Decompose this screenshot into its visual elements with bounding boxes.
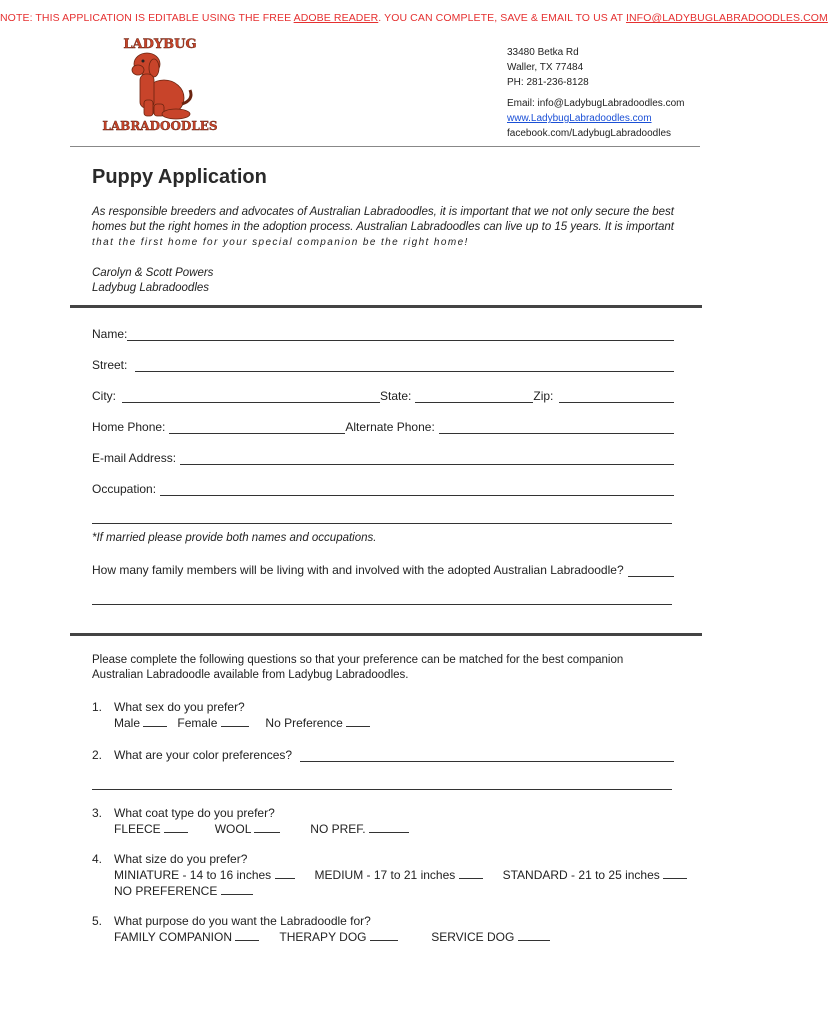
section-divider-1 xyxy=(70,305,702,308)
name-row xyxy=(92,325,674,341)
female-field[interactable] xyxy=(221,715,249,727)
no-preference-field[interactable] xyxy=(346,715,370,727)
option-female: Female xyxy=(177,716,218,730)
street-row xyxy=(92,356,674,372)
intro-text: As responsible breeders and advocates of Australian Labradoodles, it is important that we not only secure the best homes but the right homes in the adoption process. Australian Labradoodles can live up to 15 years. It is important xyxy=(92,206,674,233)
section-divider-2 xyxy=(70,633,702,636)
facebook-text: facebook.com/LadybugLabradoodles xyxy=(507,128,672,139)
address-line-2: Waller, TX 77484 xyxy=(507,62,584,73)
color-field-2[interactable] xyxy=(92,789,672,790)
service-dog-field[interactable] xyxy=(518,929,550,941)
question-text: What size do you prefer? xyxy=(114,852,248,866)
question-number: 2. xyxy=(92,748,103,762)
signature xyxy=(92,266,213,296)
preferences-intro xyxy=(92,653,623,683)
page-title: Puppy Application xyxy=(92,166,267,188)
ladybug-labradoodles-logo xyxy=(100,34,220,138)
email-link[interactable]: INFO@LADYBUGLABRADOODLES.COM xyxy=(625,12,828,24)
option-medium: MEDIUM - 17 to 21 inches xyxy=(314,868,456,882)
occupation-row xyxy=(92,480,674,496)
email-field[interactable] xyxy=(180,452,674,465)
option-fleece: FLEECE xyxy=(114,822,161,836)
phone-row xyxy=(92,418,674,434)
question-size xyxy=(92,852,682,900)
city-label: City: xyxy=(92,389,116,403)
city-field[interactable] xyxy=(122,390,380,403)
state-field[interactable] xyxy=(415,390,533,403)
color-field[interactable] xyxy=(300,749,674,762)
wool-field[interactable] xyxy=(254,821,280,833)
signature-names: Carolyn & Scott Powers xyxy=(92,267,214,279)
option-miniature: MINIATURE - 14 to 16 inches xyxy=(114,868,272,882)
married-note: *If married please provide both names and occupations. xyxy=(92,532,377,544)
zip-field[interactable] xyxy=(559,390,674,403)
question-number: 4. xyxy=(92,852,103,866)
option-standard: STANDARD - 21 to 25 inches xyxy=(502,868,660,882)
editable-note xyxy=(0,12,828,24)
contact-block xyxy=(507,45,684,141)
name-field[interactable] xyxy=(127,328,674,341)
name-label: Name: xyxy=(92,327,128,341)
street-label: Street: xyxy=(92,358,128,372)
option-male: Male xyxy=(114,716,141,730)
street-field[interactable] xyxy=(135,359,674,372)
occupation-field[interactable] xyxy=(160,483,674,496)
question-text: What purpose do you want the Labradoodle for? xyxy=(114,914,371,928)
question-text: What coat type do you prefer? xyxy=(114,806,275,820)
question-purpose xyxy=(92,914,682,946)
option-therapy-dog: THERAPY DOG xyxy=(279,930,367,944)
adobe-reader-link[interactable]: ADOBE READER xyxy=(293,12,379,24)
family-count-field[interactable] xyxy=(628,564,674,577)
header-divider xyxy=(70,146,700,147)
home-phone-label: Home Phone: xyxy=(92,420,166,434)
standard-field[interactable] xyxy=(663,867,687,879)
therapy-dog-field[interactable] xyxy=(370,929,398,941)
email-label: E-mail Address: xyxy=(92,451,177,465)
logo-top-text: LADYBUG xyxy=(123,37,197,52)
address-line-1: 33480 Betka Rd xyxy=(507,47,579,58)
family-row xyxy=(92,561,674,577)
option-no-preference: No Preference xyxy=(265,716,343,730)
fleece-field[interactable] xyxy=(164,821,188,833)
question-number: 1. xyxy=(92,700,103,714)
miniature-field[interactable] xyxy=(275,867,295,879)
logo-bottom-text: LABRADOODLES xyxy=(102,119,218,133)
signature-company: Ladybug Labradoodles xyxy=(92,282,210,294)
preferences-intro-line-1: Please complete the following questions so that your preference can be matched for the best companion xyxy=(92,654,624,666)
question-text: What sex do you prefer? xyxy=(114,700,245,714)
phone-number: PH: 281-236-8128 xyxy=(507,77,589,88)
family-field-2[interactable] xyxy=(92,604,672,605)
dog-icon xyxy=(132,53,191,119)
option-wool: WOOL xyxy=(214,822,251,836)
occupation-field-2[interactable] xyxy=(92,523,672,524)
family-companion-field[interactable] xyxy=(235,929,259,941)
preferences-intro-line-2: Australian Labradoodle available from Ladybug Labradoodles. xyxy=(92,669,409,681)
note-prefix: NOTE: THIS APPLICATION IS EDITABLE USING THE FREE xyxy=(0,12,294,24)
intro-spaced-text: that the first home for your special companion be the right home! xyxy=(92,237,469,248)
medium-field[interactable] xyxy=(459,867,483,879)
family-question: How many family members will be living with and involved with the adopted Australian Labradoodle? xyxy=(92,563,624,577)
male-field[interactable] xyxy=(143,715,167,727)
note-middle: . YOU CAN COMPLETE, SAVE & EMAIL TO US AT xyxy=(378,12,626,24)
option-family-companion: FAMILY COMPANION xyxy=(114,930,233,944)
question-number: 3. xyxy=(92,806,103,820)
email-row xyxy=(92,449,674,465)
question-sex xyxy=(92,700,682,732)
question-number: 5. xyxy=(92,914,103,928)
contact-email: Email: info@LadybugLabradoodles.com xyxy=(507,98,685,109)
no-pref-field[interactable] xyxy=(369,821,409,833)
no-preference-size-field[interactable] xyxy=(221,883,253,895)
intro-paragraph xyxy=(92,205,682,250)
state-label: State: xyxy=(380,389,412,403)
zip-label: Zip: xyxy=(533,389,554,403)
option-no-preference-size: NO PREFERENCE xyxy=(114,884,218,898)
alt-phone-field[interactable] xyxy=(439,421,674,434)
question-coat xyxy=(92,806,682,838)
city-row xyxy=(92,387,674,403)
question-color xyxy=(92,746,674,762)
occupation-label: Occupation: xyxy=(92,482,157,496)
website-link[interactable]: www.LadybugLabradoodles.com xyxy=(507,113,652,124)
question-text: What are your color preferences? xyxy=(114,748,293,762)
option-service-dog: SERVICE DOG xyxy=(431,930,515,944)
alt-phone-label: Alternate Phone: xyxy=(345,420,435,434)
home-phone-field[interactable] xyxy=(169,421,345,434)
option-no-pref: NO PREF. xyxy=(310,822,366,836)
